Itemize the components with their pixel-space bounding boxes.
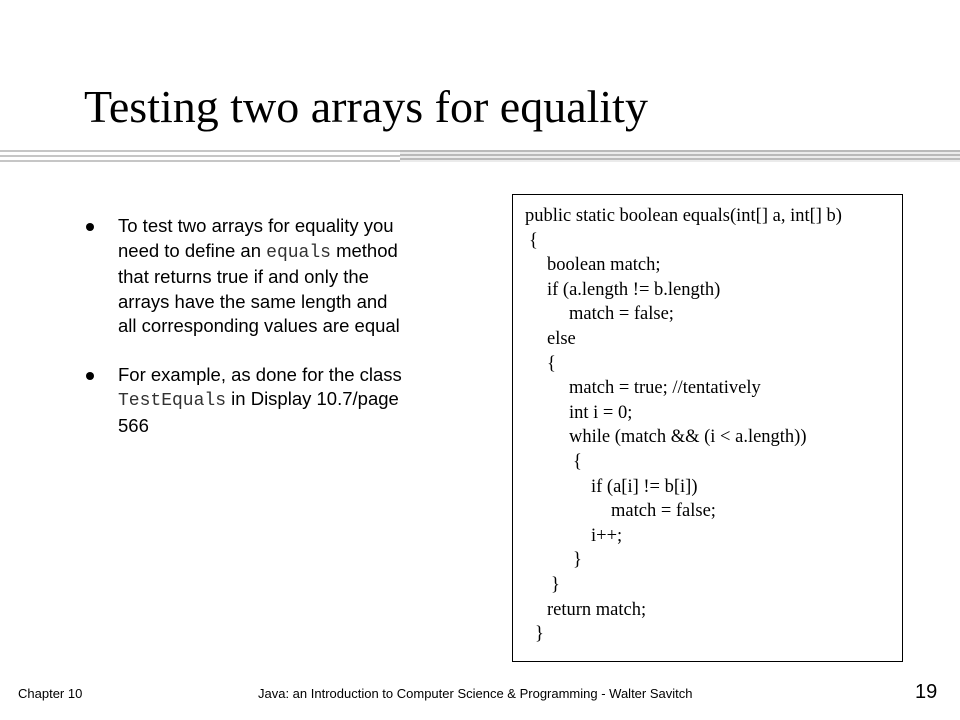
bullet-item <box>84 363 404 439</box>
code-line: } <box>535 624 544 645</box>
slide-title: Testing two arrays for equality <box>84 81 648 132</box>
code-line: { <box>529 230 538 251</box>
bullet-list <box>84 214 404 438</box>
code-term: equals <box>266 242 331 263</box>
bullet-text: method that returns true if and only the arrays have the same length and all corresponding values are equal <box>118 239 400 336</box>
footer-chapter: Chapter 10 <box>18 686 83 701</box>
code-line: } <box>551 575 560 595</box>
code-line: i++; <box>591 525 623 546</box>
code-line: match = false; <box>569 304 674 325</box>
page-number: 19 <box>915 681 938 703</box>
code-listing <box>512 194 903 662</box>
code-line: match = true; //tentatively <box>569 378 761 399</box>
bullet-dot-icon <box>86 372 94 380</box>
bullet-dot-icon <box>86 223 94 231</box>
code-line: int i = 0; <box>569 402 633 423</box>
code-line: { <box>573 452 582 472</box>
bullet-text: in Display 10.7/page 566 <box>118 388 399 436</box>
code-line: if (a.length != b.length) <box>547 279 721 300</box>
code-line: { <box>547 353 556 374</box>
bullet-text: To test two arrays for equality you need to define an <box>118 215 394 261</box>
code-line: public static boolean equals(int[] a, int[] b) <box>525 206 842 226</box>
code-line: else <box>547 329 576 349</box>
code-line: match = false; <box>611 501 716 522</box>
code-line: return match; <box>547 599 647 620</box>
bullet-text: For example, as done for the class <box>118 363 402 385</box>
code-line: } <box>573 550 582 571</box>
code-line: while (match && (i < a.length)) <box>569 427 807 448</box>
code-line: if (a[i] != b[i]) <box>591 476 698 497</box>
footer-book-title: Java: an Introduction to Computer Science & Programming - Walter Savitch <box>258 686 693 701</box>
code-line: boolean match; <box>547 255 661 276</box>
underline-band <box>400 150 960 162</box>
bullet-item <box>84 214 404 339</box>
code-term: TestEquals <box>118 391 227 411</box>
